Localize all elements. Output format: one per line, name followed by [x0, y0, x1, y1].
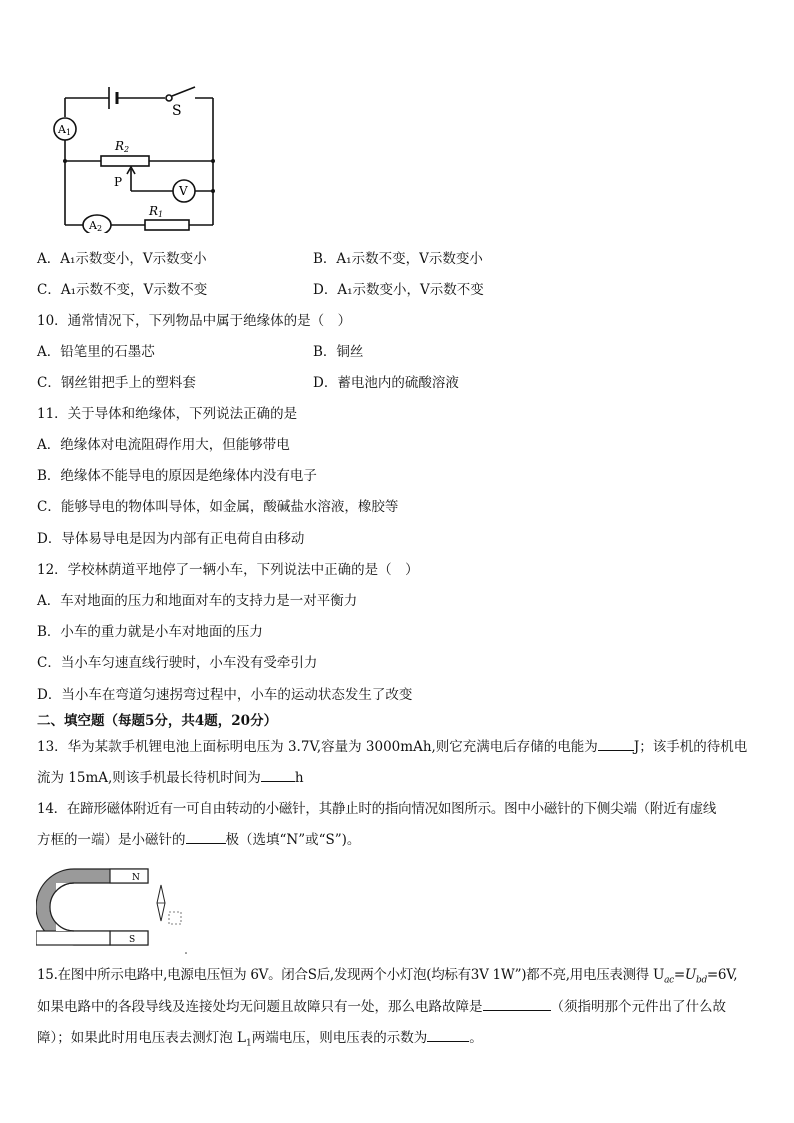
voltmeter-label: V: [179, 184, 188, 198]
q9-option-a: A．A₁示数变小，V示数变小: [37, 251, 207, 267]
q15-text-7: 。: [469, 1030, 483, 1046]
switch-contact: [166, 95, 172, 101]
q14-blank-pole: [186, 831, 226, 844]
q15-blank-fault: [483, 998, 551, 1011]
q15-eq: =U: [673, 967, 696, 983]
q12-option-a: A．车对地面的压力和地面对车的支持力是一对平衡力: [37, 593, 358, 609]
q9-option-d: D．A₁示数变小，V示数不变: [313, 282, 484, 298]
q15-line2: [37, 998, 726, 1016]
resistor-r2: [101, 156, 149, 166]
q10-option-c: C．钢丝钳把手上的塑料套: [37, 375, 196, 391]
q14-line2: [37, 831, 360, 849]
q13-blank-time: [261, 769, 295, 782]
q9-option-c: C．A₁示数不变，V示数不变: [37, 282, 208, 298]
q14-text-1: 方框的一端）是小磁针的: [37, 832, 186, 848]
q10-option-a: A．铅笔里的石墨芯: [37, 344, 155, 360]
switch-lever: [172, 87, 195, 96]
q15-text-3: 如果电路中的各段导线及连接处均无问题且故障只有一处，那么电路故障是: [37, 999, 483, 1015]
q11-option-a: A．绝缘体对电流阻碍作用大，但能够带电: [37, 437, 290, 453]
q14-text-2: 极（选填“N”或“S”)。: [225, 832, 361, 848]
q11-stem: 11．关于导体和绝缘体，下列说法正确的是: [37, 406, 298, 422]
magnet-lower-arm: [36, 931, 110, 945]
magnet-n-end: [110, 869, 148, 883]
q15-line3: [37, 1029, 483, 1053]
ammeter-a1-label: A1: [58, 123, 72, 137]
q15-sub-ac: ac: [664, 975, 674, 986]
magnet-n-label: N: [132, 873, 140, 883]
q15-line1: [37, 966, 737, 990]
q13-line1: [37, 738, 747, 756]
q13-text-1: 13．华为某款手机锂电池上面标明电压为 3.7V,容量为 3000mAh,则它充满电后存储的电能为: [37, 739, 598, 755]
q15-text-6: 两端电压，则电压表的示数为: [251, 1030, 428, 1046]
q15-sub-l1: 1: [246, 1038, 252, 1049]
q10-option-b: B．铜丝: [313, 344, 364, 360]
q13-blank-energy: [598, 738, 634, 751]
q10-option-d: D．蓄电池内的硫酸溶液: [313, 375, 459, 391]
ammeter-a2-label: A2: [89, 219, 103, 233]
q9-option-b: B．A₁示数不变，V示数变小: [313, 251, 483, 267]
q12-option-b: B．小车的重力就是小车对地面的压力: [37, 624, 263, 640]
r1-label: R1: [149, 204, 164, 219]
q15-text-4: （须指明那个元件出了什么故: [550, 999, 726, 1015]
q15-text-1: 15.在图中所示电路中,电源电压恒为 6V。闭合S后,发现两个小灯泡(均标有3V 1W”)都不亮,用电压表测得 U: [37, 967, 665, 983]
q12-stem: 12．学校林荫道平地停了一辆小车，下列说法中正确的是（ ）: [37, 562, 419, 578]
q13-line2: [37, 769, 304, 787]
q13-text-2: J；该手机的待机电: [633, 739, 748, 755]
q13-text-3: 流为 15mA,则该手机最长待机时间为: [37, 770, 261, 786]
q15-sub-bd: bd: [695, 975, 707, 986]
switch-label: S: [172, 103, 182, 119]
q11-option-b: B．绝缘体不能导电的原因是绝缘体内没有电子: [37, 468, 317, 484]
q11-option-c: C．能够导电的物体叫导体，如金属，酸碱盐水溶液，橡胶等: [37, 499, 399, 515]
r2-label: R2: [115, 139, 130, 154]
q12-option-d: D．当小车在弯道匀速拐弯过程中，小车的运动状态发生了改变: [37, 687, 413, 703]
q11-option-d: D．导体易导电是因为内部有正电荷自由移动: [37, 531, 305, 547]
dashed-box: [169, 912, 181, 924]
q12-option-c: C．当小车匀速直线行驶时，小车没有受牵引力: [37, 655, 318, 671]
q15-text-5: 障）；如果此时用电压表去测灯泡 L: [37, 1030, 247, 1046]
q14-line1: 14．在蹄形磁体附近有一可自由转动的小磁针，其静止时的指向情况如图所示。图中小磁针的下侧尖端（附近有虚线: [37, 801, 717, 817]
q10-stem: 10．通常情况下，下列物品中属于绝缘体的是（ ）: [37, 313, 352, 329]
q15-text-2: =6V,: [706, 967, 738, 983]
circuit-diagram: [45, 83, 235, 233]
q13-text-4: h: [294, 770, 304, 786]
magnet-s-label: S: [129, 935, 136, 945]
slider-label: P: [114, 175, 123, 189]
q15-blank-voltage: [427, 1029, 469, 1042]
horseshoe-magnet-figure: [36, 865, 196, 955]
section-heading: 二、填空题（每题5分，共4题，20分）: [37, 713, 278, 729]
resistor-r1: [145, 220, 189, 230]
